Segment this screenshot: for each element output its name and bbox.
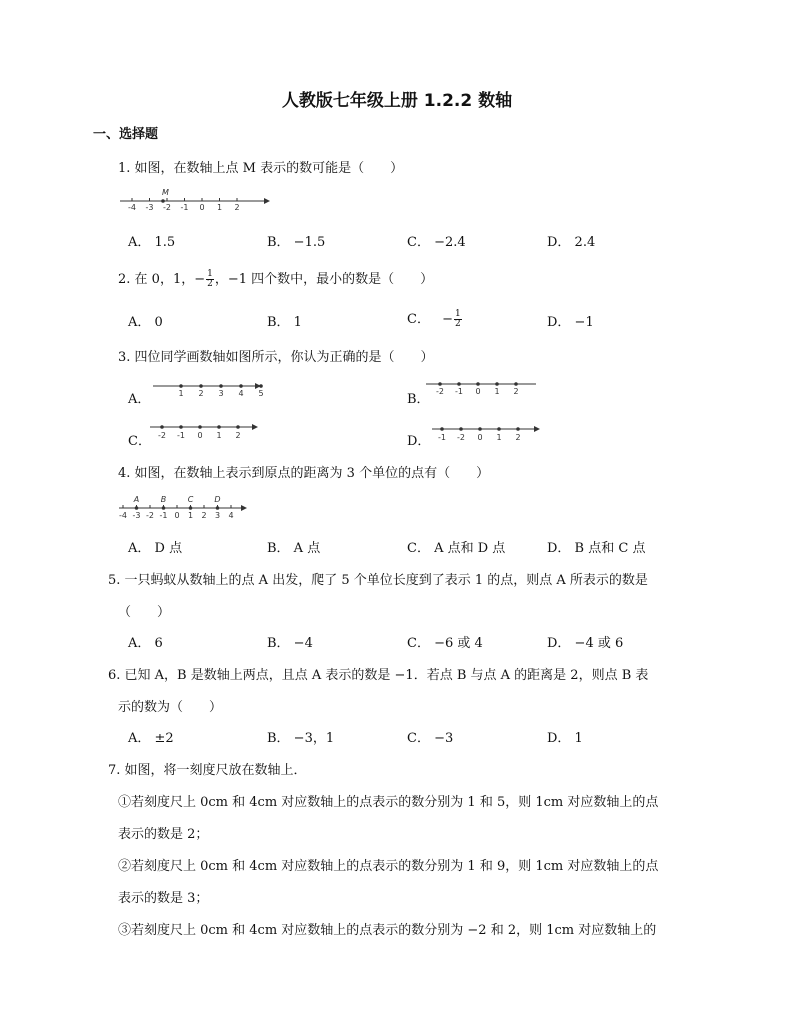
q7-line1: ①若刻度尺上 0cm 和 4cm 对应数轴上的点表示的数分别为 1 和 5，则 1cm 对应数轴上的点 [118,795,659,810]
q3b-tick-label-0: -2 [436,387,444,396]
q5-line1: 5. 一只蚂蚁从数轴上的点 A 出发，爬了 5 个单位长度到了表示 1 的点，则点 A 所表示的数是 [108,573,648,588]
q4-stem: 4. 如图，在数轴上表示到原点的距离为 3 个单位的点有（ ） [118,466,490,481]
q3d-tick-0 [440,427,444,431]
q2-option-b: B． 1 [267,315,302,330]
q3d-tick-3 [497,427,501,431]
q3c-tick-label-3: 1 [216,431,222,440]
q3c-tick-1 [179,425,183,429]
q4ticks-tick-label-6: 2 [201,511,207,520]
q3d-tick-label-3: 1 [496,433,502,442]
q3b-tick-label-2: 0 [475,387,481,396]
q5-option-b: B． −4 [267,636,313,651]
q1-label-m: M [162,188,169,197]
q2-option-c-den: 2 [455,319,461,329]
q2-frac-den: 2 [207,279,213,289]
q4ticks-tick-label-4: 0 [174,511,180,520]
q1ticks-tick-label-1: -3 [145,203,154,212]
q5-line2: （ ） [118,605,171,620]
q7-line2: 表示的数是 2； [118,827,209,842]
q2-option-d: D． −1 [547,315,594,330]
q3-axis-c [148,420,260,444]
q2-option-c [407,308,463,329]
q3a-tick-2 [219,384,223,388]
q5-option-a: A． 6 [128,636,163,651]
q3a-tick-3 [239,384,243,388]
q4ticks-tick-label-7: 3 [214,511,221,520]
q7-line5: ③若刻度尺上 0cm 和 4cm 对应数轴上的点表示的数分别为 −2 和 2，则 1cm 对应数轴上的 [118,923,657,938]
q4-option-d: D． B 点和 C 点 [547,541,646,556]
q3c-tick-3 [217,425,221,429]
q3a-tick-1 [199,384,203,388]
q3a-tick-label-0: 1 [178,389,184,398]
q3c-tick-4 [236,425,240,429]
q2-stem-end: ，−1 四个数中，最小的数是（ ） [214,272,434,287]
q3c-tick-0 [160,425,164,429]
q6-option-c: C． −3 [407,731,454,746]
q2-frac-num: 1 [207,269,213,279]
q3-stem: 3. 四位同学画数轴如图所示，你认为正确的是（ ） [118,350,434,365]
q1ticks-tick-label-5: 1 [216,203,223,212]
q4-number-line [117,493,249,523]
q4-point-label-c: C [187,495,194,504]
q3b-tick-3 [495,382,499,386]
q4-option-b: B． A 点 [267,541,321,556]
q3-label-a: A． [128,392,151,407]
q1ticks-tick-label-3: -1 [180,203,189,212]
q2-stem [118,268,433,289]
q1ticks-tick-label-0: -4 [128,203,136,212]
q6-option-d: D． 1 [547,731,583,746]
q3-label-c: C． [128,434,151,449]
q3a-tick-0 [179,384,183,388]
q3c-tick-label-1: -1 [177,431,185,440]
q3-axis-b [426,378,538,402]
q2-frac-sign: − [194,272,206,287]
q3d-tick-label-4: 2 [515,433,521,442]
q1ticks-tick-label-4: 0 [199,203,205,212]
q3-axis-d [430,420,542,444]
q6-option-a: A． ±2 [128,731,174,746]
q6-option-b: B． −3，1 [267,731,335,746]
q3-label-d: D． [407,434,431,449]
q2-option-c-label: C． [407,312,430,327]
q3b-tick-2 [476,382,480,386]
q4-point-label-a: A [133,495,140,504]
q3a-tick-label-1: 2 [198,389,204,398]
q3a-tick-label-2: 3 [218,389,224,398]
q2-option-c-fraction [454,310,462,329]
page-title: 人教版七年级上册 1.2.2 数轴 [281,91,513,111]
q3d-tick-4 [516,427,520,431]
q3d-tick-label-0: -1 [438,433,446,442]
q3a-tick-label-4: 5 [258,389,264,398]
q3b-tick-1 [457,382,461,386]
q3c-tick-label-2: 0 [197,431,203,440]
q4ticks-tick-label-5: 1 [187,511,194,520]
q5-option-c: C． −6 或 4 [407,636,483,651]
q2-option-c-sign: − [442,312,453,327]
q4ticks-tick-label-1: -3 [132,511,141,520]
q7-stem: 7. 如图，将一刻度尺放在数轴上． [108,763,307,778]
q3-label-b: B． [407,392,430,407]
q1ticks-tick-label-6: 2 [234,203,240,212]
q6-line2: 示的数为（ ） [118,700,223,715]
q5-option-d: D． −4 或 6 [547,636,624,651]
q2-option-a: A． 0 [128,315,163,330]
q3a-tick-label-3: 4 [238,389,244,398]
q6-line1: 6. 已知 A，B 是数轴上两点，且点 A 表示的数是 −1．若点 B 与点 A 的距离是 2，则点 B 表 [108,668,649,683]
q3c-tick-2 [198,425,202,429]
q4-point-label-b: B [160,495,167,504]
q2-fraction [206,270,214,289]
q1-option-b: B． −1.5 [267,235,326,250]
q1-option-c: C． −2.4 [407,235,466,250]
q4-option-c: C． A 点和 D 点 [407,541,506,556]
q3a-tick-4 [259,384,263,388]
q4-point-label-d: D [214,495,221,504]
q3d-tick-label-2: 0 [477,433,483,442]
q3b-tick-4 [514,382,518,386]
q3b-tick-label-3: 1 [494,387,500,396]
q1ticks-tick-label-2: -2 [163,203,171,212]
q3d-tick-2 [478,427,482,431]
q3d-tick-1 [459,427,463,431]
q3-axis-a [147,378,263,402]
q3c-tick-label-4: 2 [235,431,241,440]
q4-option-a: A． D 点 [128,541,183,556]
q3b-tick-label-4: 2 [513,387,519,396]
q4ticks-tick-label-2: -2 [146,511,154,520]
q4ticks-tick-label-8: 4 [228,511,234,520]
section-heading: 一、选择题 [93,127,159,142]
q4ticks-tick-label-3: -1 [159,511,168,520]
q1-number-line [118,186,270,212]
q3b-tick-label-1: -1 [455,387,463,396]
q7-line3: ②若刻度尺上 0cm 和 4cm 对应数轴上的点表示的数分别为 1 和 9，则 1cm 对应数轴上的点 [118,859,659,874]
q7-line4: 表示的数是 3； [118,891,209,906]
q3c-tick-label-0: -2 [158,431,166,440]
q3b-tick-0 [438,382,442,386]
q1-stem: 1. 如图，在数轴上点 M 表示的数可能是（ ） [118,161,404,176]
q2-stem-start: 2. 在 0，1， [118,272,195,287]
q2-option-c-num: 1 [455,309,461,319]
q4ticks-tick-label-0: -4 [119,511,127,520]
q3d-tick-label-1: -2 [457,433,465,442]
q1-option-a: A． 1.5 [128,235,176,250]
q1-option-d: D． 2.4 [547,235,596,250]
